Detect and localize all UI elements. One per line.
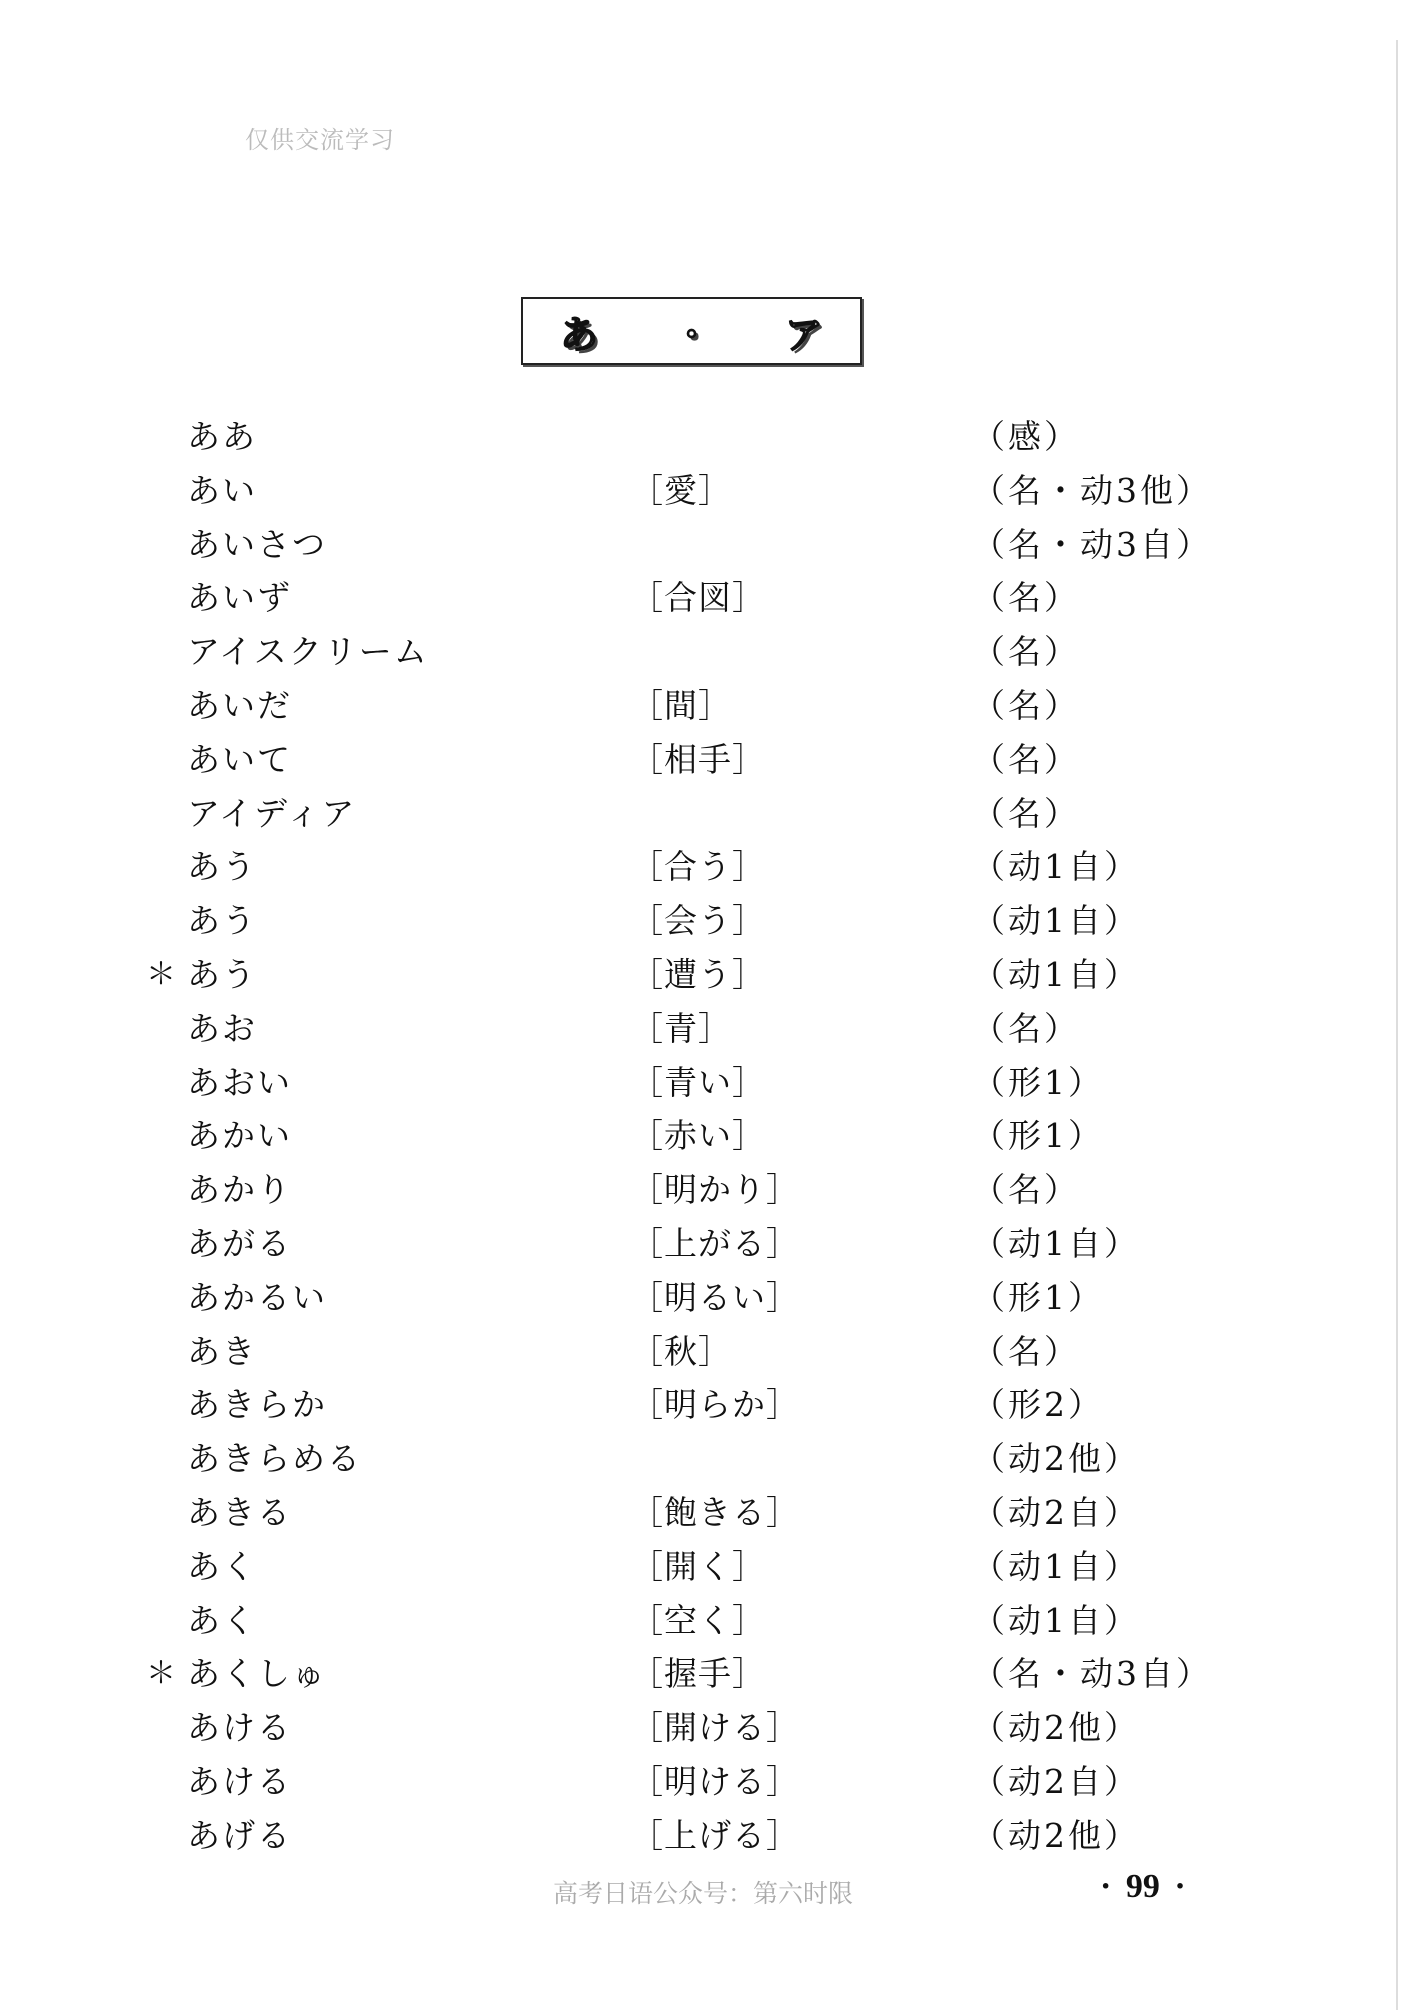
vocabulary-entry (0, 1109, 1421, 1163)
entry-reading: あける (187, 1708, 292, 1748)
entry-reading: あう (187, 847, 257, 887)
entry-kanji: ［愛］ (630, 470, 732, 510)
entry-part-of-speech: （动1自） (972, 1546, 1140, 1586)
entry-reading: あいだ (187, 686, 292, 725)
entry-reading: ああ (187, 417, 257, 456)
entry-part-of-speech: （形1） (972, 1277, 1104, 1317)
entry-reading: あきらか (187, 1385, 327, 1425)
entry-reading: あける (187, 1762, 292, 1801)
entry-part-of-speech: （名） (972, 578, 1080, 618)
entry-part-of-speech: （名・动3自） (972, 524, 1212, 564)
entry-kanji: ［明るい］ (630, 1277, 800, 1317)
entry-part-of-speech: （感） (972, 417, 1080, 456)
entry-reading: あお (187, 1008, 257, 1048)
entry-reading: アイスクリーム (187, 632, 429, 672)
entry-reading: あく (187, 1600, 257, 1640)
header-katakana: ア (784, 312, 823, 357)
entry-part-of-speech: （名・动3自） (972, 1654, 1212, 1694)
vocabulary-entry (0, 1056, 1421, 1110)
vocabulary-entry (0, 410, 1421, 464)
entry-kanji: ［青い］ (630, 1062, 766, 1102)
entry-part-of-speech: （名・动3他） (972, 470, 1212, 510)
entry-reading: あいさつ (187, 524, 327, 564)
entry-reading: あかり (187, 1170, 292, 1210)
entry-part-of-speech: （动2自） (972, 1493, 1140, 1532)
entry-kanji: ［開く］ (630, 1546, 766, 1586)
vocabulary-entry (0, 1002, 1421, 1056)
watermark-bottom: 高考日语公众号：第六时限 (553, 1879, 854, 1908)
entry-kanji: ［秋］ (630, 1331, 732, 1371)
entry-part-of-speech: （名） (972, 793, 1080, 833)
entry-kanji: ［相手］ (630, 739, 766, 779)
entry-reading: あくしゅ (187, 1654, 327, 1694)
entry-reading: あかるい (187, 1277, 327, 1317)
entry-part-of-speech: （形1） (972, 1116, 1104, 1156)
entry-kanji: ［間］ (630, 686, 732, 725)
vocabulary-entry (0, 571, 1421, 625)
vocabulary-entry (0, 1378, 1421, 1432)
entry-kanji: ［赤い］ (630, 1116, 766, 1156)
entry-reading: あいず (187, 578, 292, 618)
entry-part-of-speech: （动1自） (972, 901, 1140, 941)
watermark-top: 仅供交流学习 (245, 126, 395, 154)
entry-kanji: ［青］ (630, 1008, 732, 1048)
entry-reading: あきる (187, 1493, 292, 1532)
vocabulary-entry (0, 1809, 1421, 1863)
entry-reading: あい (187, 470, 257, 510)
vocabulary-entry (0, 518, 1421, 572)
vocabulary-entry (0, 1540, 1421, 1594)
entry-part-of-speech: （动1自） (972, 1224, 1140, 1263)
entry-reading: あかい (187, 1116, 292, 1156)
entry-kanji: ［明ける］ (630, 1762, 800, 1801)
vocabulary-entry (0, 1271, 1421, 1325)
entry-part-of-speech: （动1自） (972, 847, 1140, 887)
entry-part-of-speech: （形2） (972, 1385, 1104, 1425)
vocabulary-entry (0, 1486, 1421, 1540)
vocabulary-entry (0, 625, 1421, 679)
entry-part-of-speech: （动1自） (972, 955, 1140, 994)
entry-part-of-speech: （名） (972, 1008, 1080, 1048)
entry-kanji: ［明かり］ (630, 1170, 800, 1210)
header-separator: ・ (672, 312, 711, 357)
entry-reading: アイディア (187, 793, 357, 833)
vocabulary-entry (0, 1755, 1421, 1809)
entry-star: ＊ (146, 1656, 176, 1692)
entry-kanji: ［遭う］ (630, 955, 766, 994)
vocabulary-entry (0, 1217, 1421, 1271)
vocabulary-entry (0, 1701, 1421, 1755)
header-hiragana: あ (560, 312, 599, 357)
entry-kanji: ［合う］ (630, 847, 766, 887)
section-header (521, 297, 862, 365)
entry-kanji: ［上がる］ (630, 1224, 800, 1263)
vocabulary-entry (0, 840, 1421, 894)
vocabulary-entry (0, 787, 1421, 841)
entry-reading: あいて (187, 739, 292, 779)
page-number: · 99 · (1100, 1868, 1186, 1905)
entry-kanji: ［明らか］ (630, 1385, 800, 1425)
vocabulary-entry (0, 894, 1421, 948)
vocabulary-entry (0, 464, 1421, 518)
entry-reading: あう (187, 955, 257, 994)
vocabulary-entry (0, 1647, 1421, 1701)
entry-reading: あきらめる (187, 1439, 362, 1479)
vocabulary-entry (0, 679, 1421, 733)
entry-part-of-speech: （动2自） (972, 1762, 1140, 1801)
entry-reading: あき (187, 1331, 257, 1371)
entry-part-of-speech: （形1） (972, 1062, 1104, 1102)
entry-part-of-speech: （名） (972, 739, 1080, 779)
entry-reading: あおい (187, 1062, 292, 1102)
entry-part-of-speech: （名） (972, 1170, 1080, 1210)
entry-kanji: ［空く］ (630, 1600, 766, 1640)
entry-part-of-speech: （动2他） (972, 1815, 1140, 1855)
entry-part-of-speech: （名） (972, 632, 1080, 672)
entry-reading: あく (187, 1546, 257, 1586)
entry-reading: あげる (187, 1815, 292, 1855)
vocabulary-entry (0, 733, 1421, 787)
entry-kanji: ［飽きる］ (630, 1493, 800, 1532)
entry-kanji: ［会う］ (630, 901, 766, 941)
entry-kanji: ［上げる］ (630, 1815, 800, 1855)
vocabulary-entry (0, 948, 1421, 1002)
entry-reading: あがる (187, 1224, 292, 1263)
vocabulary-entry (0, 1325, 1421, 1379)
entry-kanji: ［開ける］ (630, 1708, 800, 1748)
entry-reading: あう (187, 901, 257, 941)
vocabulary-entry (0, 1432, 1421, 1486)
vocabulary-entry (0, 1594, 1421, 1648)
vocabulary-entry (0, 1163, 1421, 1217)
entry-part-of-speech: （名） (972, 1331, 1080, 1371)
entry-part-of-speech: （动2他） (972, 1439, 1140, 1479)
entry-star: ＊ (146, 957, 176, 992)
entry-part-of-speech: （名） (972, 686, 1080, 725)
entry-part-of-speech: （动1自） (972, 1600, 1140, 1640)
entry-kanji: ［握手］ (630, 1654, 766, 1694)
entry-kanji: ［合図］ (630, 578, 766, 618)
entry-part-of-speech: （动2他） (972, 1708, 1140, 1748)
